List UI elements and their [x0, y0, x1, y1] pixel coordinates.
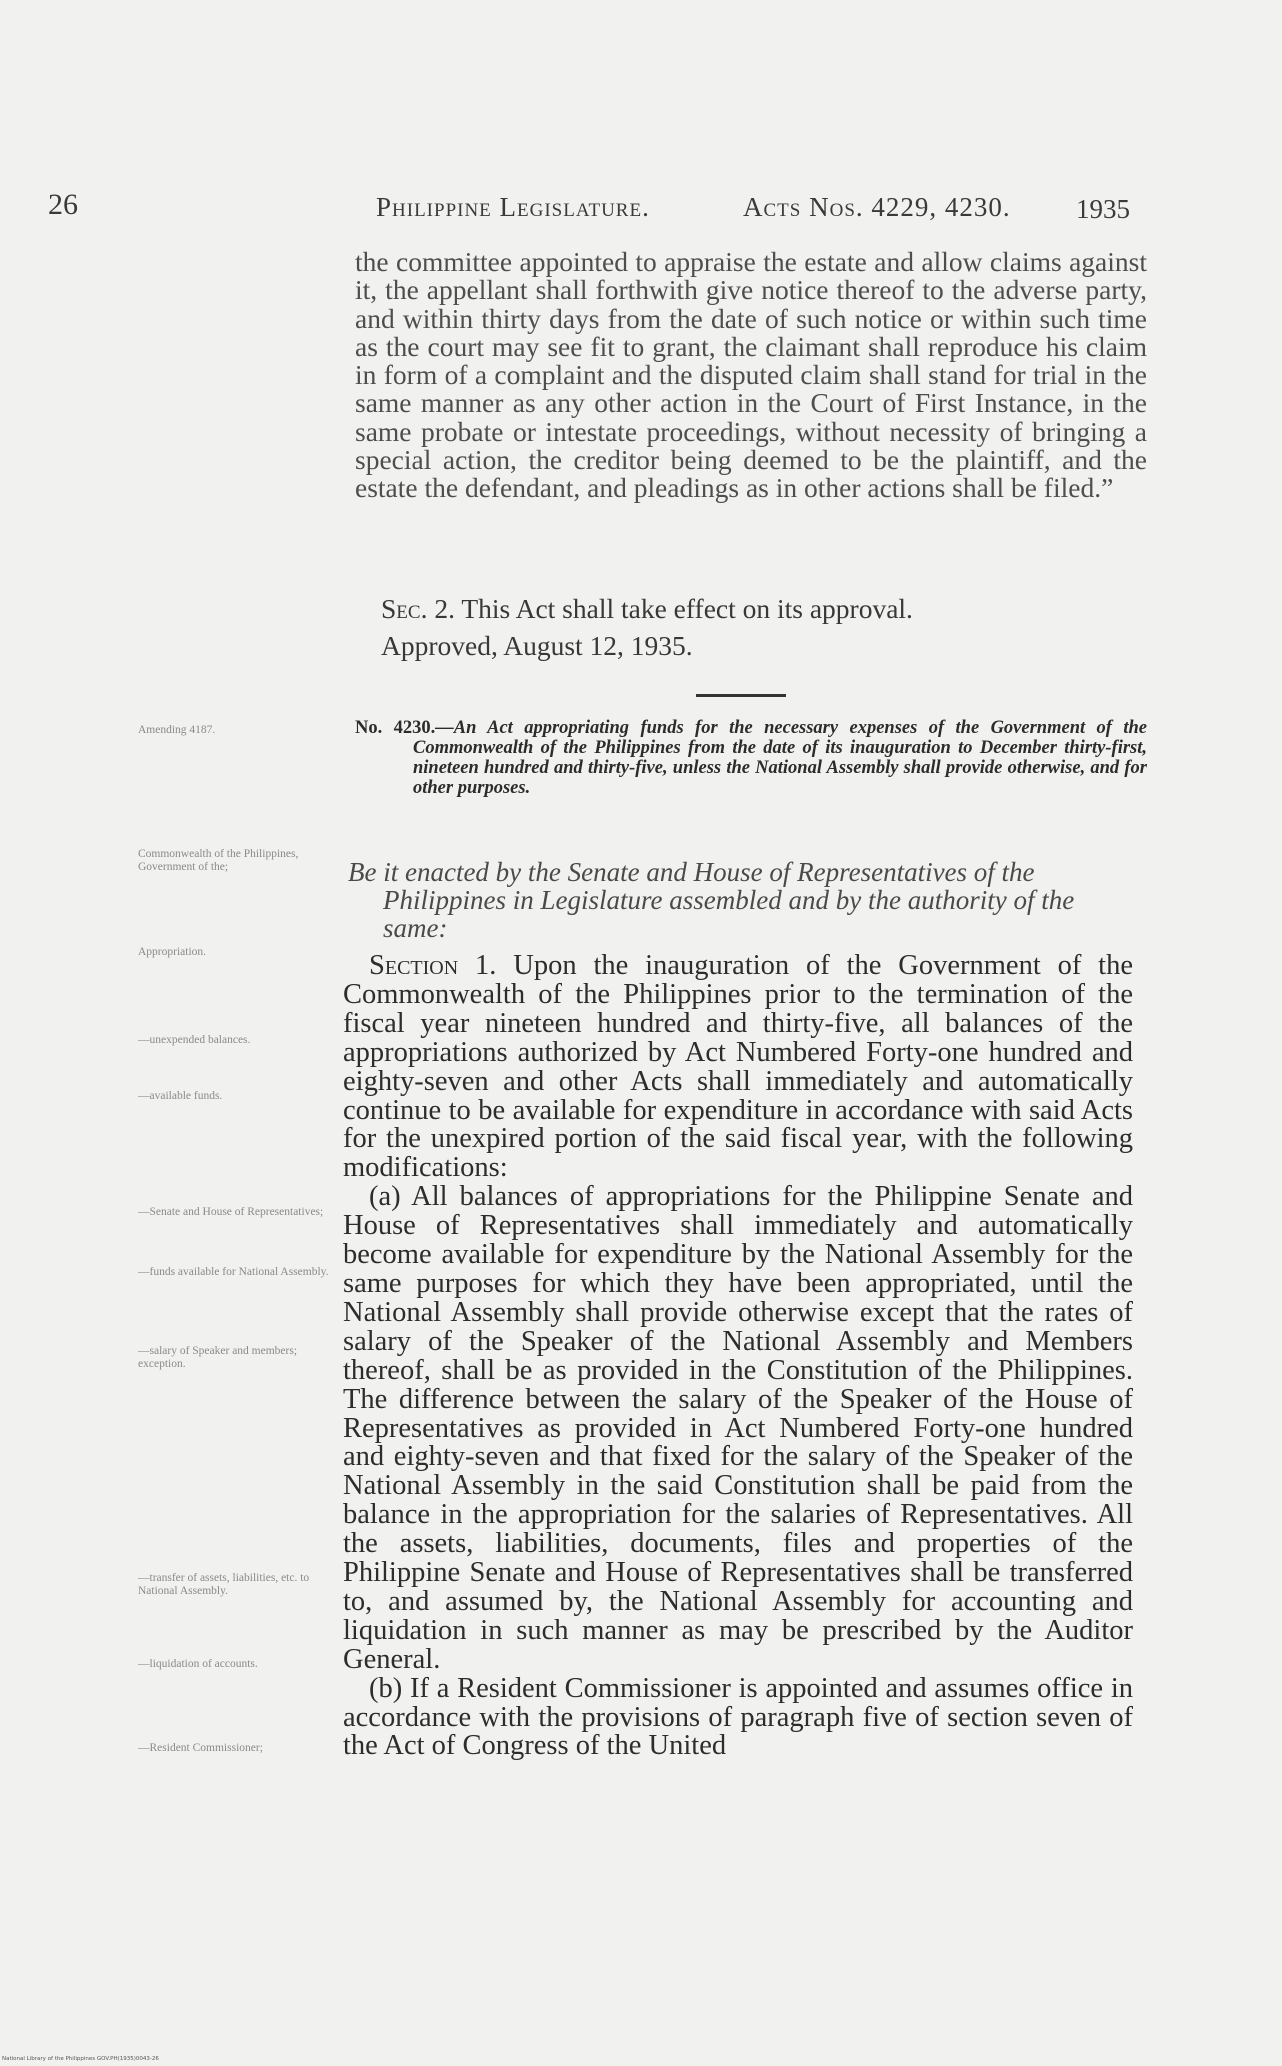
- paragraph-a-label: (a): [369, 1181, 401, 1213]
- margin-note: —available funds.: [138, 1090, 223, 1102]
- section-2-label: Sec. 2.: [381, 593, 455, 624]
- margin-note: —Resident Commissioner;: [138, 1742, 263, 1754]
- running-title: Philippine Legislature.: [376, 192, 650, 222]
- margin-note: —Senate and House of Representatives;: [138, 1206, 324, 1218]
- approved-text: Approved, August 12, 1935.: [381, 630, 693, 661]
- act-title: [355, 718, 1147, 798]
- approval-line: [355, 632, 1147, 660]
- paragraph-b-label: (b): [369, 1672, 403, 1704]
- header-year: 1935: [1076, 194, 1130, 224]
- section-divider: [696, 694, 786, 697]
- section-2-text: This Act shall take effect on its approval.: [461, 593, 913, 624]
- page-header: [48, 188, 1148, 228]
- continuation-text: the committee appointed to appraise the estate and allow claims against it, the appellant shall forthwith give notice thereof to the adverse party, and within thirty days from the date of such notice or within such time as the court may see fit to grant, the claimant shall reproduce his claim in form of a complaint and the disputed claim shall stand for trial in the same manner as any other action in the Court of First Instance, in the same probate or intestate proceedings, without necessity of bringing a special action, the creditor being deemed to be the plaintiff, and the estate the defendant, and pleadings as in other actions shall be filed.”: [355, 246, 1147, 504]
- margin-note: —liquidation of accounts.: [138, 1658, 258, 1670]
- page-number: 26: [48, 188, 78, 221]
- act-title-text: —An Act appropriating funds for the necessary expenses of the Government of the Commonwealth of the Philippines from the date of its inauguration to December thirty-first, nineteen hundred and thirty-five, unless the National Assembly shall provide otherwise, and for other purposes.: [413, 718, 1147, 798]
- act-number: No. 4230.: [355, 718, 436, 738]
- enacting-clause-text: Be it enacted by the Senate and House of Representatives of the Philippines in Legislature assembled and by the authority of the same:: [348, 857, 1075, 943]
- section-2: [355, 595, 1147, 623]
- section-1-label: Section 1.: [369, 950, 497, 981]
- continuation-block: [355, 248, 1147, 503]
- margin-note: Amending 4187.: [138, 724, 216, 736]
- enacting-clause: [348, 858, 1138, 942]
- margin-note: —transfer of assets, liabilities, etc. to National Assembly.: [138, 1572, 310, 1597]
- margin-note: —unexpended balances.: [138, 1034, 251, 1046]
- margin-note: —funds available for National Assembly.: [138, 1266, 329, 1278]
- paragraph-b-text: If a Resident Commissioner is appointed and assumes office in accordance with the provisions of paragraph five of section seven of the Act of Congress of the United: [343, 1672, 1133, 1762]
- scan-footer: National Library of the Philippines GOV.PH(1935)0043-26: [2, 2056, 159, 2062]
- margin-note: Appropriation.: [138, 946, 207, 958]
- section-1-text: Upon the inauguration of the Government of the Commonwealth of the Philippines prior to the termination of the fiscal year nineteen hundred and thirty-five, all balances of the appropriations authorized by Act Numbered Forty-one hundred and eighty-seven and other Acts shall immediately and automatically continue to be available for expenditure in accordance with said Acts for the unexpired portion of the said fiscal year, with the following modifications:: [343, 950, 1134, 1184]
- section-1: [343, 952, 1133, 1761]
- margin-note: Commonwealth of the Philippines, Government of the;: [138, 848, 299, 873]
- margin-note: —salary of Speaker and members; exception.: [138, 1345, 298, 1370]
- paragraph-a-text: All balances of appropriations for the Philippine Senate and House of Representatives shall immediately and automatically become available for expenditure by the National Assembly for the same purposes for which they have been appropriated, until the National Assembly shall provide otherwise except that the rates of salary of the Speaker of the National Assembly and Members thereof, shall be as provided in the Constitution of the Philippines. The difference between the salary of the Speaker of the House of Representatives as provided in Act Numbered Forty-one hundred and eighty-seven and that fixed for the salary of the Speaker of the National Assembly in the said Constitution shall be paid from the balance in the appropriation for the salaries of Representatives. All the assets, liabilities, documents, files and properties of the Philippine Senate and House of Representatives shall be transferred to, and assumed by, the National Assembly for accounting and liquidation in such manner as may be prescribed by the Auditor General.: [343, 1181, 1133, 1675]
- acts-numbers: Acts Nos. 4229, 4230.: [743, 192, 1011, 222]
